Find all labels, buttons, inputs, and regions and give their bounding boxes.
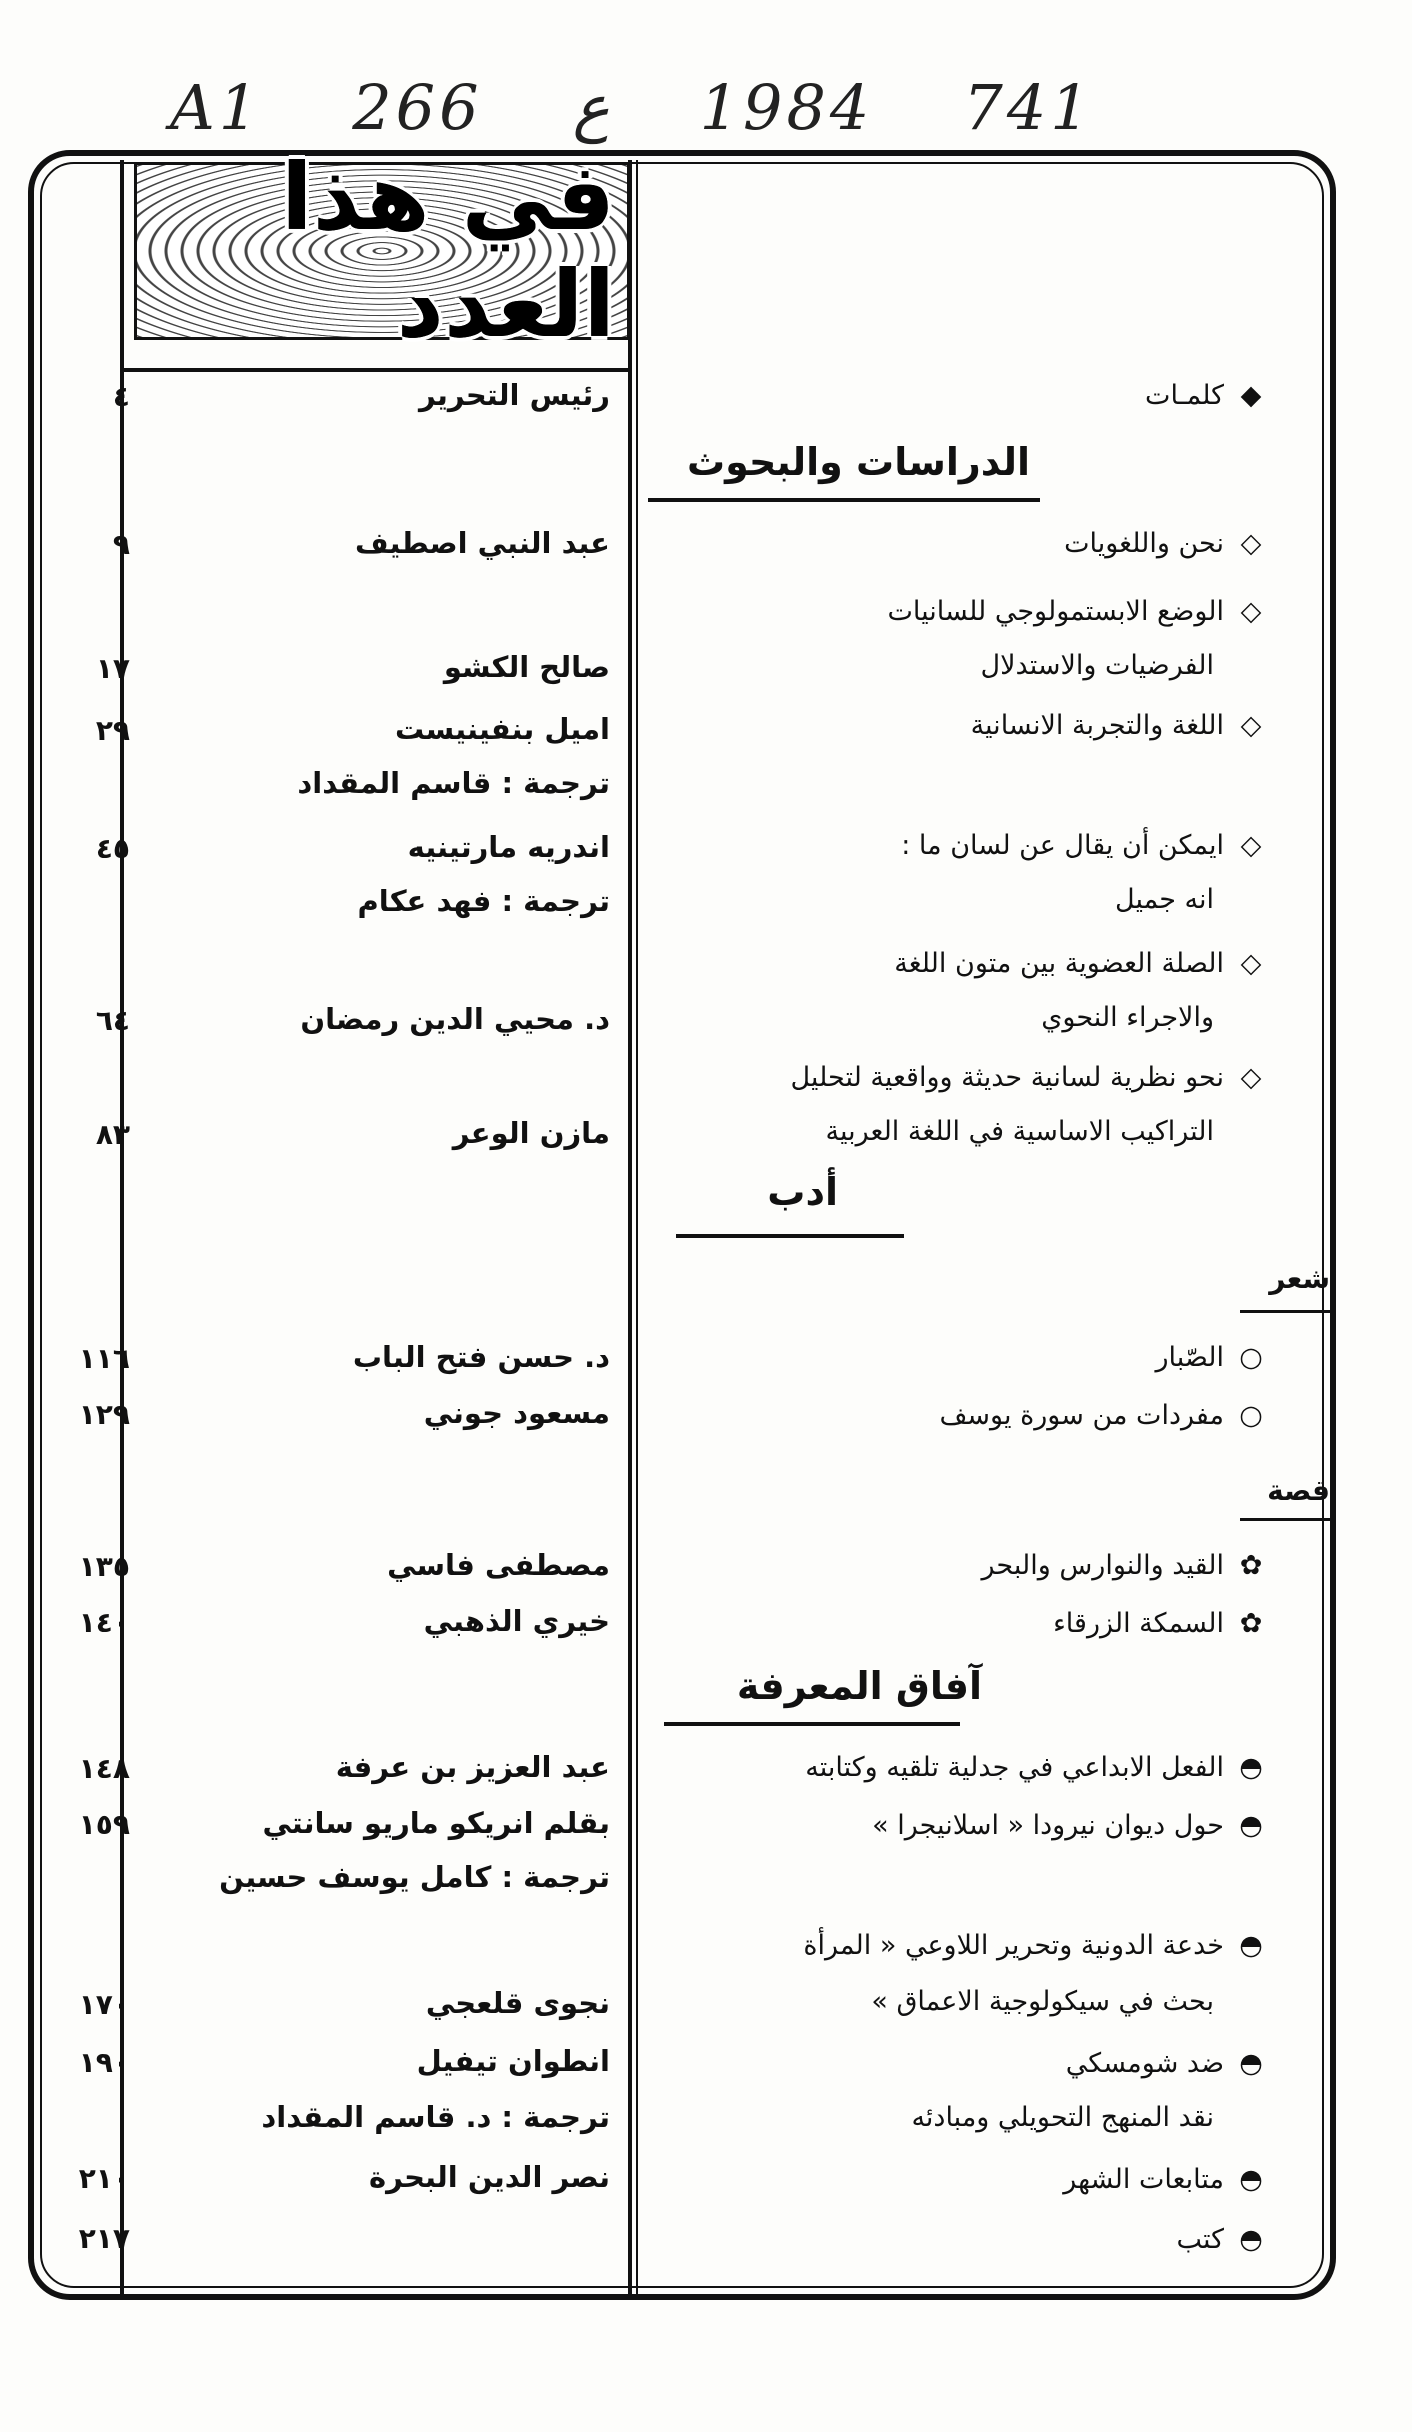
hw-year: 1984 <box>699 70 874 144</box>
toc-translator: ترجمة : د. قاسم المقداد <box>261 2100 610 2134</box>
toc-title: ◇نحن واللغويات <box>1064 528 1268 559</box>
toc-author: صالح الكشو <box>443 650 610 684</box>
toc-title: ◓حول ديوان نيرودا « اسلانيجرا » <box>872 1810 1268 1841</box>
page-frame <box>28 150 1336 2300</box>
half-circle-icon: ◓ <box>1239 2224 1263 2255</box>
toc-title-cont: والاجراء النحوي <box>1041 1002 1214 1033</box>
circle-open-icon: ○ <box>1239 1400 1263 1431</box>
hw-issue: 741 <box>963 70 1094 144</box>
hw-letter: ع <box>572 70 610 144</box>
toc-title: ◆كلمـات <box>1145 380 1268 411</box>
toc-page: ١٣٥ <box>78 1550 130 1583</box>
toc-page: ٤٥ <box>95 832 130 865</box>
toc-author: بقلم انريكو ماريو سانتي <box>262 1806 610 1840</box>
handwritten-reference <box>170 62 1270 152</box>
half-circle-icon: ◓ <box>1239 1752 1263 1783</box>
divider-left <box>120 160 124 2298</box>
circle-open-icon: ○ <box>1239 1342 1263 1373</box>
section-research-rule <box>648 498 1040 502</box>
toc-page: ٤ <box>112 380 130 413</box>
toc-page: ١٧٠ <box>78 1988 130 2021</box>
banner <box>134 144 630 358</box>
diamond-open-icon: ◇ <box>1240 1062 1262 1093</box>
section-literature-rule <box>676 1234 904 1238</box>
toc-title: ◓خدعة الدونية وتحرير اللاوعي « المرأة <box>803 1930 1268 1961</box>
toc-title-cont: بحث في سيكولوجية الاعماق » <box>871 1986 1214 2017</box>
toc-page: ١١٦ <box>78 1342 130 1375</box>
diamond-open-icon: ◇ <box>1240 948 1262 979</box>
toc-author: نجوى قلعجي <box>425 1986 610 2020</box>
toc-title-cont: الفرضيات والاستدلال <box>980 650 1214 681</box>
toc-translator: ترجمة : قاسم المقداد <box>297 766 610 800</box>
toc-author: اميل بنفينيست <box>394 712 610 746</box>
section-poetry: شعر <box>1269 1262 1330 1295</box>
toc-translator: ترجمة : كامل يوسف حسين <box>219 1860 610 1894</box>
gear-icon: ✿ <box>1239 1608 1263 1639</box>
toc-page: ١٥٩ <box>78 1808 130 1841</box>
half-circle-icon: ◓ <box>1239 1810 1263 1841</box>
toc-page: ١٤٨ <box>78 1752 130 1785</box>
toc-title: ✿السمكة الزرقاء <box>1053 1608 1268 1639</box>
toc-title: ◇نحو نظرية لسانية حديثة وواقعية لتحليل <box>790 1062 1268 1093</box>
diamond-open-icon: ◇ <box>1240 830 1262 861</box>
toc-page: ٦٤ <box>95 1004 130 1037</box>
toc-page: ١٩٠ <box>78 2046 130 2079</box>
diamond-open-icon: ◇ <box>1240 596 1262 627</box>
toc-title: ◓الفعل الابداعي في جدلية تلقيه وكتابته <box>805 1752 1268 1783</box>
diamond-open-icon: ◇ <box>1240 528 1262 559</box>
toc-page: ١٢٩ <box>78 1398 130 1431</box>
section-horizons-rule <box>664 1722 960 1726</box>
half-circle-icon: ◓ <box>1239 2048 1263 2079</box>
toc-author: د. محيي الدين رمضان <box>300 1002 610 1036</box>
toc-title: ◇اللغة والتجربة الانسانية <box>971 710 1268 741</box>
toc-page: ٨٣ <box>95 1118 130 1151</box>
toc-author: مصطفى فاسي <box>387 1548 610 1582</box>
toc-author: مسعود جوني <box>423 1396 610 1430</box>
toc-author: انطوان تيفيل <box>416 2044 610 2078</box>
section-story-rule <box>1240 1518 1332 1521</box>
half-circle-icon: ◓ <box>1239 2164 1263 2195</box>
toc-author: د. حسن فتح الباب <box>352 1340 610 1374</box>
toc-author: اندريه مارتينيه <box>407 830 610 864</box>
toc-title: ◇الوضع الابستمولوجي للسانيات <box>888 596 1269 627</box>
gear-icon: ✿ <box>1239 1550 1263 1581</box>
toc-page: ١٤٠ <box>78 1606 130 1639</box>
toc-author: نصر الدين البحرة <box>369 2160 610 2194</box>
section-research: الدراسات والبحوث <box>686 440 1030 484</box>
toc-author: مازن الوعر <box>452 1116 610 1150</box>
toc-author: عبد العزيز بن عرفة <box>335 1750 610 1784</box>
toc-title: ◇ايمكن أن يقال عن لسان ما : <box>901 830 1268 861</box>
toc-page: ٢١٧ <box>78 2222 130 2255</box>
toc-title: ◓كتب <box>1176 2224 1268 2255</box>
toc-author: رئيس التحرير <box>418 378 610 412</box>
toc-page: ١٧ <box>95 652 130 685</box>
toc-title-cont: انه جميل <box>1115 884 1214 915</box>
divider-mid-a <box>628 160 632 2298</box>
divider-mid-b <box>636 160 638 2298</box>
diamond-open-icon: ◇ <box>1240 710 1262 741</box>
section-story: قصة <box>1267 1474 1330 1507</box>
banner-title: في هذا العدد <box>281 144 615 358</box>
toc-title-cont: التراكيب الاساسية في اللغة العربية <box>825 1116 1214 1147</box>
toc-page: ٢١٠ <box>78 2162 130 2195</box>
toc-translator: ترجمة : فهد عكام <box>357 884 610 918</box>
toc-title: ◇الصلة العضوية بين متون اللغة <box>894 948 1268 979</box>
diamond-filled-icon: ◆ <box>1240 380 1262 411</box>
toc-title: ◓متابعات الشهر <box>1063 2164 1268 2195</box>
toc-title: ◓ضد شومسكي <box>1066 2048 1268 2079</box>
toc-title: ○مفردات من سورة يوسف <box>939 1400 1268 1431</box>
toc-title: ○الصّبار <box>1155 1342 1268 1373</box>
toc-page: ٩ <box>112 528 130 561</box>
toc-author: خيري الذهبي <box>423 1604 610 1638</box>
toc-title: ✿القيد والنوارس والبحر <box>982 1550 1268 1581</box>
header-rule <box>124 368 632 372</box>
section-literature: أدب <box>767 1170 838 1214</box>
toc-page: ٢٩ <box>95 714 130 747</box>
section-horizons: آفاق المعرفة <box>736 1664 982 1708</box>
toc-author: عبد النبي اصطيف <box>354 526 610 560</box>
hw-code: A1 <box>170 70 263 144</box>
half-circle-icon: ◓ <box>1239 1930 1263 1961</box>
toc-title-cont: نقد المنهج التحويلي ومبادئه <box>911 2102 1214 2133</box>
hw-number: 266 <box>352 70 483 144</box>
section-poetry-rule <box>1240 1310 1332 1313</box>
